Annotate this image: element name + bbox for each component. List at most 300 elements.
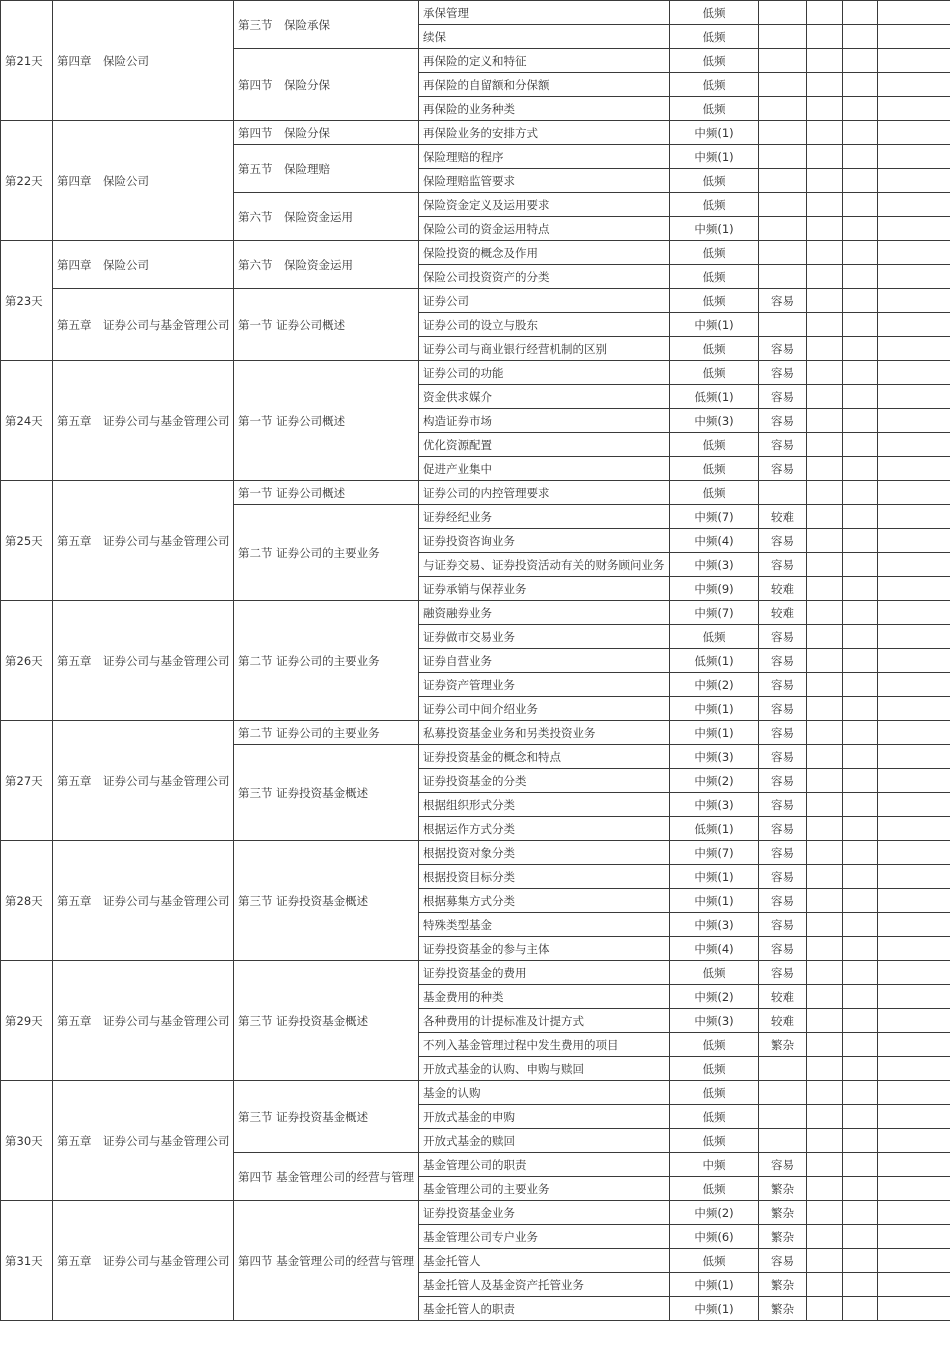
empty-check-cell [878, 577, 950, 601]
difficulty-cell [759, 97, 807, 121]
empty-check-cell [843, 1009, 878, 1033]
empty-check-cell [843, 1153, 878, 1177]
empty-check-cell [807, 553, 843, 577]
empty-check-cell [843, 1177, 878, 1201]
frequency-cell: 低频 [670, 1081, 759, 1105]
empty-check-cell [843, 97, 878, 121]
topic-cell: 证券公司 [419, 289, 670, 313]
empty-check-cell [878, 97, 950, 121]
empty-check-cell [878, 169, 950, 193]
difficulty-cell: 容易 [759, 385, 807, 409]
frequency-cell: 低频 [670, 457, 759, 481]
empty-check-cell [807, 697, 843, 721]
empty-check-cell [878, 1105, 950, 1129]
empty-check-cell [843, 1225, 878, 1249]
empty-check-cell [843, 241, 878, 265]
difficulty-cell: 容易 [759, 649, 807, 673]
empty-check-cell [807, 937, 843, 961]
empty-check-cell [843, 25, 878, 49]
difficulty-cell: 容易 [759, 697, 807, 721]
empty-check-cell [878, 457, 950, 481]
empty-check-cell [843, 553, 878, 577]
empty-check-cell [843, 745, 878, 769]
empty-check-cell [807, 1129, 843, 1153]
table-row [1, 361, 950, 385]
difficulty-cell: 容易 [759, 409, 807, 433]
empty-check-cell [878, 889, 950, 913]
section-name: 第三节 保险承保 [234, 1, 419, 49]
frequency-cell: 低频 [670, 1249, 759, 1273]
empty-check-cell [878, 769, 950, 793]
table-row [1, 1201, 950, 1225]
section-name: 第二节 证券公司的主要业务 [234, 601, 419, 721]
empty-check-cell [878, 1177, 950, 1201]
empty-check-cell [843, 145, 878, 169]
difficulty-cell [759, 49, 807, 73]
empty-check-cell [878, 481, 950, 505]
topic-cell: 基金管理公司的职责 [419, 1153, 670, 1177]
difficulty-cell [759, 313, 807, 337]
difficulty-cell [759, 169, 807, 193]
topic-cell: 再保险业务的安排方式 [419, 121, 670, 145]
empty-check-cell [807, 49, 843, 73]
section-name: 第四节 保险分保 [234, 49, 419, 121]
empty-check-cell [807, 1249, 843, 1273]
empty-check-cell [878, 1297, 950, 1321]
day-label: 第23天 [1, 241, 53, 361]
frequency-cell: 中频(1) [670, 721, 759, 745]
section-name: 第四节 保险分保 [234, 121, 419, 145]
topic-cell: 保险资金定义及运用要求 [419, 193, 670, 217]
day-label: 第28天 [1, 841, 53, 961]
table-row [1, 601, 950, 625]
topic-cell: 基金管理公司专户业务 [419, 1225, 670, 1249]
day-label: 第25天 [1, 481, 53, 601]
empty-check-cell [807, 529, 843, 553]
section-name: 第四节 基金管理公司的经营与管理 [234, 1201, 419, 1321]
difficulty-cell [759, 217, 807, 241]
empty-check-cell [878, 145, 950, 169]
empty-check-cell [807, 25, 843, 49]
empty-check-cell [878, 73, 950, 97]
empty-check-cell [878, 1, 950, 25]
topic-cell: 基金托管人的职责 [419, 1297, 670, 1321]
topic-cell: 再保险的业务种类 [419, 97, 670, 121]
difficulty-cell: 繁杂 [759, 1297, 807, 1321]
empty-check-cell [807, 481, 843, 505]
frequency-cell: 中频(1) [670, 145, 759, 169]
section-name: 第一节 证券公司概述 [234, 289, 419, 361]
difficulty-cell: 容易 [759, 889, 807, 913]
section-name: 第一节 证券公司概述 [234, 481, 419, 505]
difficulty-cell [759, 241, 807, 265]
empty-check-cell [807, 313, 843, 337]
empty-check-cell [807, 913, 843, 937]
empty-check-cell [807, 169, 843, 193]
topic-cell: 证券公司中间介绍业务 [419, 697, 670, 721]
frequency-cell: 低频 [670, 1, 759, 25]
frequency-cell: 低频 [670, 481, 759, 505]
empty-check-cell [843, 121, 878, 145]
difficulty-cell: 繁杂 [759, 1225, 807, 1249]
empty-check-cell [878, 937, 950, 961]
difficulty-cell [759, 1081, 807, 1105]
frequency-cell: 低频 [670, 625, 759, 649]
empty-check-cell [878, 1249, 950, 1273]
chapter-name: 第五章 证券公司与基金管理公司 [53, 289, 234, 361]
empty-check-cell [807, 1, 843, 25]
topic-cell: 与证券交易、证券投资活动有关的财务顾问业务 [419, 553, 670, 577]
topic-cell: 保险公司投资资产的分类 [419, 265, 670, 289]
difficulty-cell: 容易 [759, 361, 807, 385]
empty-check-cell [807, 577, 843, 601]
difficulty-cell [759, 1129, 807, 1153]
frequency-cell: 低频 [670, 73, 759, 97]
frequency-cell: 中频(1) [670, 889, 759, 913]
chapter-name: 第五章 证券公司与基金管理公司 [53, 721, 234, 841]
topic-cell: 特殊类型基金 [419, 913, 670, 937]
topic-cell: 证券公司的设立与股东 [419, 313, 670, 337]
empty-check-cell [878, 1225, 950, 1249]
schedule-body [1, 1, 950, 1321]
topic-cell: 基金的认购 [419, 1081, 670, 1105]
frequency-cell: 中频(3) [670, 793, 759, 817]
empty-check-cell [807, 769, 843, 793]
empty-check-cell [843, 1033, 878, 1057]
empty-check-cell [878, 1057, 950, 1081]
empty-check-cell [807, 817, 843, 841]
empty-check-cell [807, 1057, 843, 1081]
empty-check-cell [878, 409, 950, 433]
chapter-name: 第五章 证券公司与基金管理公司 [53, 841, 234, 961]
frequency-cell: 中频(4) [670, 937, 759, 961]
frequency-cell: 中频(2) [670, 985, 759, 1009]
frequency-cell: 低频 [670, 1033, 759, 1057]
frequency-cell: 低频 [670, 433, 759, 457]
day-label: 第24天 [1, 361, 53, 481]
topic-cell: 保险理赔的程序 [419, 145, 670, 169]
frequency-cell: 低频 [670, 193, 759, 217]
empty-check-cell [878, 673, 950, 697]
empty-check-cell [807, 1201, 843, 1225]
empty-check-cell [843, 937, 878, 961]
section-name: 第四节 基金管理公司的经营与管理 [234, 1153, 419, 1201]
topic-cell: 续保 [419, 25, 670, 49]
empty-check-cell [807, 673, 843, 697]
empty-check-cell [807, 1105, 843, 1129]
empty-check-cell [843, 769, 878, 793]
empty-check-cell [843, 697, 878, 721]
difficulty-cell: 繁杂 [759, 1033, 807, 1057]
table-row [1, 289, 950, 313]
frequency-cell: 低频 [670, 169, 759, 193]
difficulty-cell: 容易 [759, 961, 807, 985]
frequency-cell: 中频(1) [670, 217, 759, 241]
empty-check-cell [843, 1249, 878, 1273]
topic-cell: 融资融券业务 [419, 601, 670, 625]
difficulty-cell: 容易 [759, 793, 807, 817]
frequency-cell: 低频 [670, 337, 759, 361]
empty-check-cell [843, 1057, 878, 1081]
empty-check-cell [807, 1225, 843, 1249]
empty-check-cell [807, 409, 843, 433]
empty-check-cell [807, 1297, 843, 1321]
topic-cell: 证券投资基金业务 [419, 1201, 670, 1225]
chapter-name: 第五章 证券公司与基金管理公司 [53, 481, 234, 601]
topic-cell: 根据投资对象分类 [419, 841, 670, 865]
empty-check-cell [843, 985, 878, 1009]
topic-cell: 证券做市交易业务 [419, 625, 670, 649]
difficulty-cell [759, 1057, 807, 1081]
empty-check-cell [843, 793, 878, 817]
empty-check-cell [807, 1177, 843, 1201]
topic-cell: 不列入基金管理过程中发生费用的项目 [419, 1033, 670, 1057]
topic-cell: 证券公司的功能 [419, 361, 670, 385]
section-name: 第五节 保险理赔 [234, 145, 419, 193]
topic-cell: 证券资产管理业务 [419, 673, 670, 697]
section-name: 第一节 证券公司概述 [234, 361, 419, 481]
empty-check-cell [843, 73, 878, 97]
empty-check-cell [843, 169, 878, 193]
table-row [1, 481, 950, 505]
difficulty-cell [759, 145, 807, 169]
table-row [1, 841, 950, 865]
empty-check-cell [843, 265, 878, 289]
empty-check-cell [843, 313, 878, 337]
empty-check-cell [807, 193, 843, 217]
empty-check-cell [878, 1009, 950, 1033]
difficulty-cell [759, 481, 807, 505]
empty-check-cell [807, 289, 843, 313]
section-name: 第三节 证券投资基金概述 [234, 1081, 419, 1153]
chapter-name: 第四章 保险公司 [53, 1, 234, 121]
empty-check-cell [843, 721, 878, 745]
empty-check-cell [878, 49, 950, 73]
frequency-cell: 低频 [670, 1177, 759, 1201]
difficulty-cell: 较难 [759, 985, 807, 1009]
empty-check-cell [843, 49, 878, 73]
empty-check-cell [843, 193, 878, 217]
topic-cell: 优化资源配置 [419, 433, 670, 457]
day-label: 第27天 [1, 721, 53, 841]
empty-check-cell [807, 721, 843, 745]
empty-check-cell [878, 265, 950, 289]
frequency-cell: 低频 [670, 1057, 759, 1081]
frequency-cell: 中频(3) [670, 913, 759, 937]
frequency-cell: 低频 [670, 49, 759, 73]
difficulty-cell: 容易 [759, 745, 807, 769]
empty-check-cell [843, 889, 878, 913]
empty-check-cell [878, 361, 950, 385]
empty-check-cell [878, 433, 950, 457]
empty-check-cell [843, 481, 878, 505]
topic-cell: 资金供求媒介 [419, 385, 670, 409]
empty-check-cell [843, 1273, 878, 1297]
difficulty-cell [759, 25, 807, 49]
empty-check-cell [807, 457, 843, 481]
empty-check-cell [878, 385, 950, 409]
empty-check-cell [843, 337, 878, 361]
section-name: 第二节 证券公司的主要业务 [234, 505, 419, 601]
empty-check-cell [807, 97, 843, 121]
difficulty-cell: 繁杂 [759, 1273, 807, 1297]
difficulty-cell: 容易 [759, 457, 807, 481]
empty-check-cell [878, 337, 950, 361]
topic-cell: 证券投资基金的分类 [419, 769, 670, 793]
empty-check-cell [878, 289, 950, 313]
difficulty-cell: 容易 [759, 841, 807, 865]
topic-cell: 基金托管人及基金资产托管业务 [419, 1273, 670, 1297]
empty-check-cell [843, 529, 878, 553]
empty-check-cell [843, 961, 878, 985]
frequency-cell: 中频(4) [670, 529, 759, 553]
difficulty-cell: 容易 [759, 553, 807, 577]
empty-check-cell [843, 1, 878, 25]
difficulty-cell: 较难 [759, 601, 807, 625]
difficulty-cell: 容易 [759, 937, 807, 961]
topic-cell: 构造证券市场 [419, 409, 670, 433]
day-label: 第29天 [1, 961, 53, 1081]
topic-cell: 保险投资的概念及作用 [419, 241, 670, 265]
topic-cell: 开放式基金的申购 [419, 1105, 670, 1129]
difficulty-cell: 繁杂 [759, 1177, 807, 1201]
frequency-cell: 中频(3) [670, 553, 759, 577]
empty-check-cell [878, 985, 950, 1009]
empty-check-cell [807, 505, 843, 529]
empty-check-cell [878, 913, 950, 937]
empty-check-cell [878, 793, 950, 817]
topic-cell: 证券公司的内控管理要求 [419, 481, 670, 505]
topic-cell: 各种费用的计提标准及计提方式 [419, 1009, 670, 1033]
difficulty-cell [759, 73, 807, 97]
empty-check-cell [843, 433, 878, 457]
empty-check-cell [878, 649, 950, 673]
empty-check-cell [807, 265, 843, 289]
topic-cell: 证券经纪业务 [419, 505, 670, 529]
empty-check-cell [843, 385, 878, 409]
topic-cell: 再保险的定义和特征 [419, 49, 670, 73]
topic-cell: 证券投资咨询业务 [419, 529, 670, 553]
empty-check-cell [878, 1273, 950, 1297]
frequency-cell: 中频 [670, 1153, 759, 1177]
frequency-cell: 低频 [670, 97, 759, 121]
chapter-name: 第五章 证券公司与基金管理公司 [53, 361, 234, 481]
section-name: 第二节 证券公司的主要业务 [234, 721, 419, 745]
empty-check-cell [843, 865, 878, 889]
difficulty-cell: 容易 [759, 625, 807, 649]
empty-check-cell [843, 505, 878, 529]
empty-check-cell [807, 865, 843, 889]
difficulty-cell [759, 265, 807, 289]
empty-check-cell [843, 673, 878, 697]
table-row [1, 961, 950, 985]
frequency-cell: 中频(7) [670, 601, 759, 625]
topic-cell: 证券自营业务 [419, 649, 670, 673]
empty-check-cell [878, 841, 950, 865]
empty-check-cell [878, 217, 950, 241]
empty-check-cell [878, 745, 950, 769]
empty-check-cell [878, 313, 950, 337]
empty-check-cell [807, 145, 843, 169]
empty-check-cell [807, 841, 843, 865]
table-row [1, 721, 950, 745]
topic-cell: 证券公司与商业银行经营机制的区别 [419, 337, 670, 361]
frequency-cell: 中频(2) [670, 1201, 759, 1225]
empty-check-cell [807, 241, 843, 265]
topic-cell: 承保管理 [419, 1, 670, 25]
day-label: 第22天 [1, 121, 53, 241]
topic-cell: 证券承销与保荐业务 [419, 577, 670, 601]
empty-check-cell [807, 985, 843, 1009]
chapter-name: 第五章 证券公司与基金管理公司 [53, 1201, 234, 1321]
topic-cell: 保险公司的资金运用特点 [419, 217, 670, 241]
topic-cell: 促进产业集中 [419, 457, 670, 481]
empty-check-cell [807, 745, 843, 769]
empty-check-cell [807, 361, 843, 385]
topic-cell: 基金托管人 [419, 1249, 670, 1273]
empty-check-cell [843, 1297, 878, 1321]
empty-check-cell [843, 577, 878, 601]
topic-cell: 根据投资目标分类 [419, 865, 670, 889]
frequency-cell: 低频(1) [670, 649, 759, 673]
difficulty-cell: 容易 [759, 865, 807, 889]
frequency-cell: 中频(1) [670, 1273, 759, 1297]
topic-cell: 再保险的自留额和分保额 [419, 73, 670, 97]
empty-check-cell [807, 649, 843, 673]
empty-check-cell [807, 1033, 843, 1057]
section-name: 第六节 保险资金运用 [234, 193, 419, 241]
empty-check-cell [878, 1153, 950, 1177]
empty-check-cell [807, 385, 843, 409]
empty-check-cell [843, 457, 878, 481]
difficulty-cell: 容易 [759, 721, 807, 745]
section-name: 第三节 证券投资基金概述 [234, 841, 419, 961]
frequency-cell: 低频 [670, 361, 759, 385]
empty-check-cell [843, 649, 878, 673]
chapter-name: 第四章 保险公司 [53, 121, 234, 241]
topic-cell: 根据募集方式分类 [419, 889, 670, 913]
topic-cell: 证券投资基金的参与主体 [419, 937, 670, 961]
empty-check-cell [878, 529, 950, 553]
frequency-cell: 中频(3) [670, 1009, 759, 1033]
empty-check-cell [843, 601, 878, 625]
topic-cell: 根据运作方式分类 [419, 817, 670, 841]
section-name: 第三节 证券投资基金概述 [234, 961, 419, 1081]
empty-check-cell [807, 73, 843, 97]
frequency-cell: 中频(2) [670, 673, 759, 697]
topic-cell: 基金费用的种类 [419, 985, 670, 1009]
frequency-cell: 中频(1) [670, 697, 759, 721]
frequency-cell: 中频(1) [670, 1297, 759, 1321]
topic-cell: 保险理赔监管要求 [419, 169, 670, 193]
empty-check-cell [878, 505, 950, 529]
empty-check-cell [807, 433, 843, 457]
frequency-cell: 低频 [670, 25, 759, 49]
difficulty-cell [759, 1, 807, 25]
frequency-cell: 低频 [670, 1129, 759, 1153]
empty-check-cell [878, 193, 950, 217]
empty-check-cell [843, 913, 878, 937]
difficulty-cell: 容易 [759, 913, 807, 937]
difficulty-cell: 繁杂 [759, 1201, 807, 1225]
day-label: 第30天 [1, 1081, 53, 1201]
difficulty-cell: 容易 [759, 769, 807, 793]
empty-check-cell [843, 1081, 878, 1105]
empty-check-cell [878, 865, 950, 889]
empty-check-cell [843, 1129, 878, 1153]
section-name: 第三节 证券投资基金概述 [234, 745, 419, 841]
day-label: 第31天 [1, 1201, 53, 1321]
